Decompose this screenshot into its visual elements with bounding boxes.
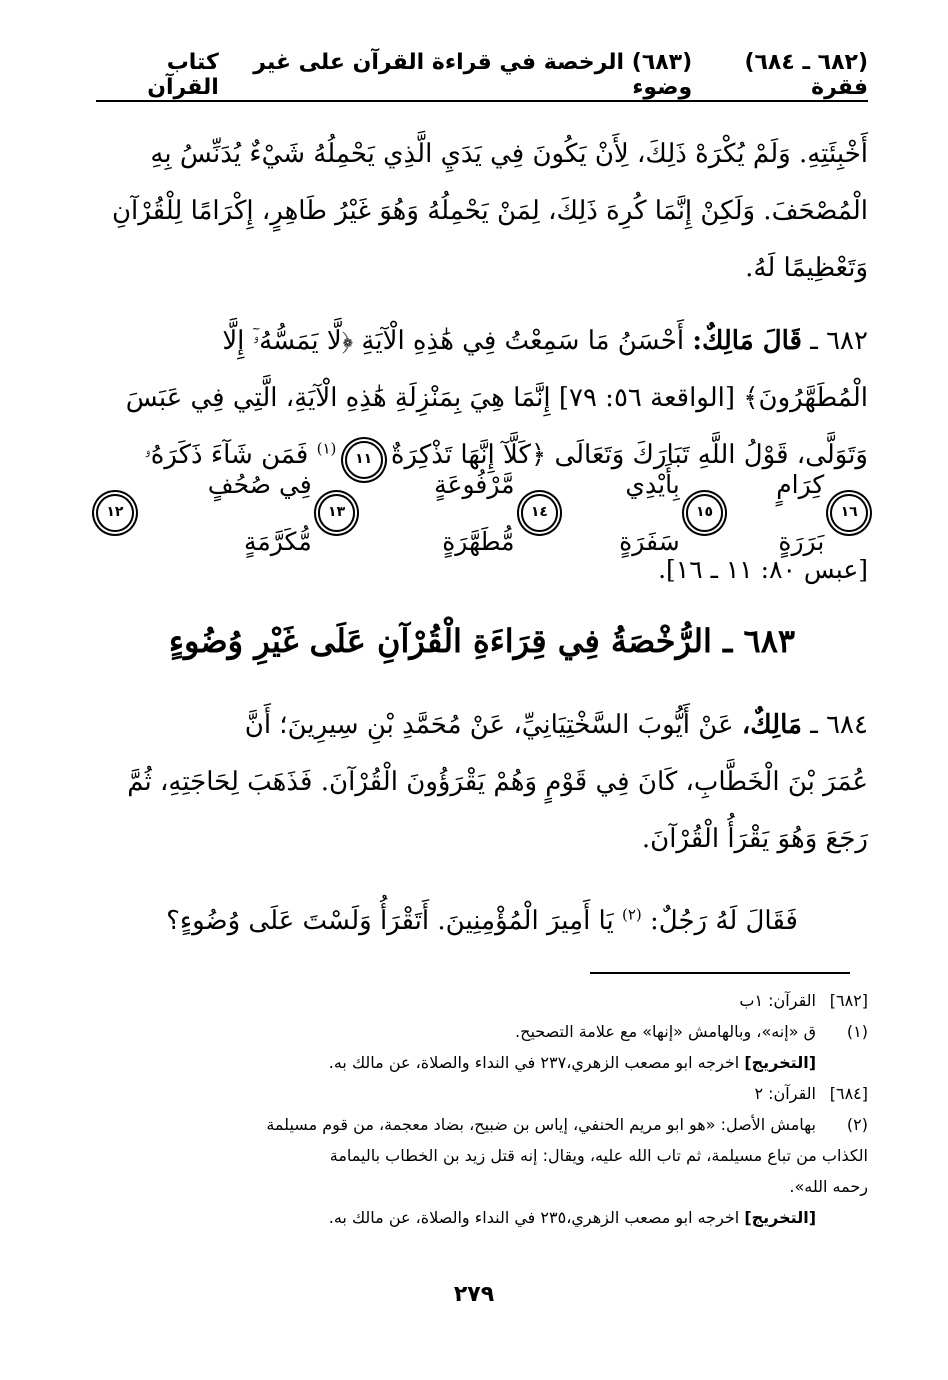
page-number: ٢٧٩ bbox=[453, 1282, 495, 1307]
verse-text: مَّرْفُوعَةٍ مُّطَهَّرَةٍ bbox=[434, 469, 515, 556]
verse-marker: ١٥ bbox=[686, 494, 724, 532]
paragraph-text: يَا أَمِيرَ الْمُؤْمِنِينَ. أَتَقْرَأُ وَلَسْتَ عَلَى وُضُوءٍ؟ bbox=[166, 906, 614, 936]
takhrij-text: اخرجه ابو مصعب الزهري،٢٣٥ في النداء والصلاة، عن مالك به. bbox=[328, 1208, 740, 1227]
quran-citation: [عبس ٨٠: ١١ ـ ١٦]. bbox=[658, 555, 868, 584]
paragraph-text: فَقَالَ لَهُ رَجُلٌ: bbox=[650, 906, 798, 936]
verse bbox=[134, 456, 356, 570]
verse-marker: ١٣ bbox=[318, 494, 356, 532]
footnote-2-takhrij bbox=[96, 1202, 868, 1233]
takhrij-label: [التخريج] bbox=[744, 1208, 816, 1227]
verse-marker: ١٢ bbox=[96, 494, 134, 532]
continuation-line: الْمُصْحَفَ. وَلَكِنْ إِنَّمَا كُرِهَ ذَلِكَ، لِمَنْ يَحْمِلُهُ وَهُوَ غَيْرُ طَاهِرٍ، إِكْرَامًا لِلْقُرْآنِ bbox=[111, 196, 868, 226]
footnote-tag: (٢) bbox=[846, 1115, 868, 1134]
continuation-line: أَخْبِئَتِهِ. وَلَمْ يُكْرَهْ ذَلِكَ، لِأَنْ يَكُونَ فِي يَدَيِ الَّذِي يَحْمِلُهُ شَيْءٌ يُدَنِّسُ بِهِ bbox=[150, 139, 868, 169]
verse-text: فِي صُحُفٍ مُّكَرَّمَةٍ bbox=[207, 469, 312, 556]
verse-marker: ١٦ bbox=[830, 494, 868, 532]
footnote-682 bbox=[96, 985, 868, 1016]
footnote-text: بهامش الأصل: «هو ابو مريم الحنفي، إياس بن ضبيح، بضاد معجمة، من قوم مسيلمة bbox=[266, 1115, 816, 1134]
header-rule bbox=[96, 100, 868, 102]
continuation-line: وَتَعْظِيمًا لَهُ. bbox=[745, 253, 868, 283]
footnote-marker: (١) bbox=[316, 439, 337, 458]
chapter-reference: (٦٨٣) الرخصة في قراءة القرآن على غير وضوء bbox=[253, 50, 693, 100]
paragraph-682-line1 bbox=[96, 313, 868, 370]
footnote-2-line: رحمه الله». bbox=[789, 1177, 868, 1196]
speaker-name: مَالِكٌ، bbox=[741, 710, 802, 740]
paragraph-text: عُمَرَ بْنَ الْخَطَّابِ، كَانَ فِي قَوْمٍ وَهُمْ يَقْرَؤُونَ الْقُرْآنَ. فَذَهَبَ لِحَاجَتِهِ، ثُمَّ bbox=[127, 767, 868, 797]
verse-text: كِرَامٍ بَرَرَةٍ bbox=[776, 469, 825, 556]
footnote-tag: [٦٨٢] bbox=[829, 991, 868, 1010]
quran-verses bbox=[96, 469, 868, 598]
footnotes bbox=[96, 985, 868, 1233]
book-title: كتاب القرآن bbox=[147, 50, 219, 100]
paragraph-number: ٦٨٢ ـ bbox=[810, 326, 868, 356]
paragraph-text: وَتَوَلَّى، قَوْلُ اللَّهِ تَبَارَكَ وَتَعَالَى ﴿كَلَّآ إِنَّهَا تَذْكِرَةٌ bbox=[390, 440, 868, 470]
paragraph-684-line1 bbox=[96, 697, 868, 754]
verse-line bbox=[96, 469, 868, 556]
paragraph-number: ٦٨٤ ـ bbox=[810, 710, 868, 740]
footnote-text: القرآن: ٢ bbox=[754, 1084, 816, 1103]
verse-marker: ١١ bbox=[345, 441, 383, 479]
footnote-text: القرآن: ١ب bbox=[739, 991, 816, 1010]
paragraph-text: فَمَن شَآءَ ذَكَرَهُۥ bbox=[144, 440, 309, 470]
paragraph-text: أَحْسَنُ مَا سَمِعْتُ فِي هَٰذِهِ الْآيَةِ ﴿لَّا يَمَسُّهُۥٓ إِلَّا bbox=[222, 326, 685, 356]
takhrij-label: [التخريج] bbox=[744, 1053, 816, 1072]
footnote-separator bbox=[590, 972, 850, 974]
footnote-tag: [٦٨٤] bbox=[829, 1084, 868, 1103]
paragraph-text: عَنْ أَيُّوبَ السَّخْتِيَانِيِّ، عَنْ مُحَمَّدِ بْنِ سِيرِينَ؛ أَنَّ bbox=[244, 710, 734, 740]
footnote-1-takhrij bbox=[96, 1047, 868, 1078]
paragraph-text: الْمُطَهَّرُونَ﴾ [الواقعة ٥٦: ٧٩] إِنَّمَا هِيَ بِمَنْزِلَةِ هَٰذِهِ الْآيَةِ، الَّتِي فِي عَبَسَ bbox=[125, 383, 868, 413]
footnote-text: ق «إنه»، وبالهامش «إنها» مع علامة التصحيح. bbox=[515, 1022, 816, 1041]
paragraph-684-line4 bbox=[96, 893, 868, 950]
footnote-2 bbox=[96, 1109, 868, 1140]
continuation-paragraph bbox=[96, 126, 868, 297]
section-title: ٦٨٣ ـ الرُّخْصَةُ فِي قِرَاءَةِ الْقُرْآنِ عَلَى غَيْرِ وُضُوءٍ bbox=[168, 622, 796, 660]
footnote-tag: (١) bbox=[846, 1022, 868, 1041]
speaker-name: قَالَ مَالِكٌ: bbox=[692, 326, 802, 356]
verse bbox=[355, 456, 558, 570]
footnote-2-line: الكذاب من تباع مسيلمة، ثم تاب الله عليه، ويقال: إنه قتل زيد بن الخطاب باليمامة bbox=[329, 1146, 868, 1165]
footnote-684 bbox=[96, 1078, 868, 1109]
running-header bbox=[96, 50, 868, 100]
paragraph-text: رَجَعَ وَهُوَ يَقْرَأُ الْقُرْآنَ. bbox=[641, 824, 868, 854]
paragraph-684 bbox=[96, 697, 868, 950]
takhrij-text: اخرجه ابو مصعب الزهري،٢٣٧ في النداء والصلاة، عن مالك به. bbox=[328, 1053, 740, 1072]
footnote-marker: (٢) bbox=[621, 905, 642, 924]
paragraph-range: (٦٨٢ ـ ٦٨٤) فقرة bbox=[744, 50, 868, 100]
footnote-1 bbox=[96, 1016, 868, 1047]
verse-marker: ١٤ bbox=[521, 494, 559, 532]
verse-text: بِأَيْدِي سَفَرَةٍ bbox=[619, 469, 680, 556]
